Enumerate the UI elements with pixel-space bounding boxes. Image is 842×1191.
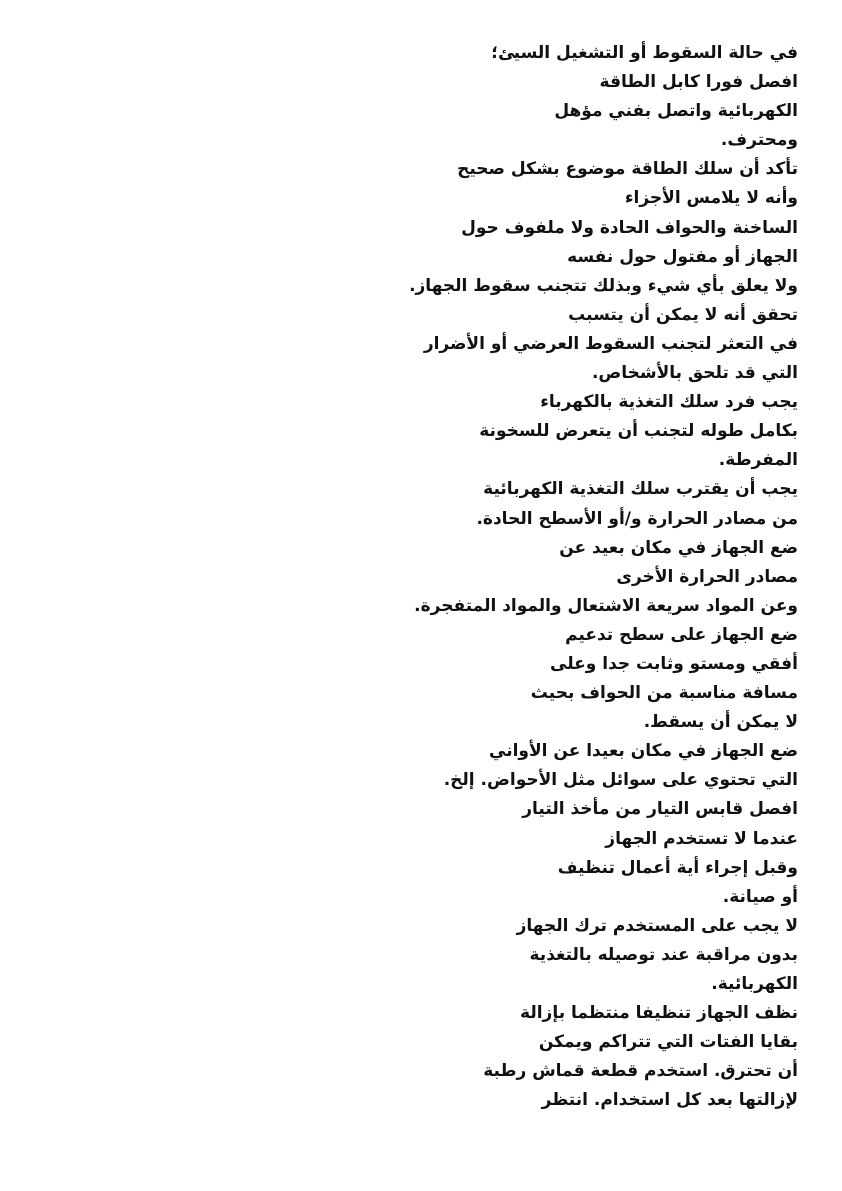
text-line-14: بكامل طوله لتجنب أن يتعرض للسخونة [479, 421, 798, 442]
text-line-29: وقبل إجراء أية أعمال تنظيف [557, 857, 798, 878]
text-line-10: تحقق أنه لا يمكن أن يتسبب [568, 304, 798, 325]
text-line-31: لا يجب على المستخدم ترك الجهاز [516, 915, 798, 936]
text-line-8: الجهاز أو مفتول حول نفسه [567, 246, 798, 267]
text-line-35: بقايا الفتات التي تتراكم ويمكن [538, 1032, 798, 1053]
text-line-30: أو صيانة. [722, 886, 798, 907]
text-line-3: الكهربائية واتصل بفني مؤهل [554, 101, 798, 122]
text-line-20: وعن المواد سريعة الاشتعال والمواد المتفجرة. [414, 595, 798, 616]
text-line-11: في التعثر لتجنب السقوط العرضي أو الأضرار [423, 333, 798, 354]
text-line-2: افصل فورا كابل الطاقة [599, 72, 798, 93]
text-line-6: وأنه لا يلامس الأجزاء [624, 188, 798, 209]
text-line-33: الكهربائية. [711, 974, 798, 994]
text-line-36: أن تحترق. استخدم قطعة قماش رطبة [483, 1061, 798, 1082]
text-line-13: يجب فرد سلك التغذية بالكهرباء [540, 392, 798, 413]
text-line-17: من مصادر الحرارة و/أو الأسطح الحادة. [476, 508, 798, 529]
text-line-5: تأكد أن سلك الطاقة موضوع بشكل صحيح [457, 159, 798, 180]
text-line-28: عندما لا تستخدم الجهاز [605, 828, 798, 849]
text-line-7: الساخنة والحواف الحادة ولا ملفوف حول [461, 217, 798, 238]
text-line-24: لا يمكن أن يسقط. [643, 712, 798, 733]
text-line-19: مصادر الحرارة الأخرى [616, 566, 798, 587]
text-line-4: ومحترف. [720, 130, 798, 151]
text-line-37: لإزالتها بعد كل استخدام. انتظر [541, 1090, 798, 1111]
text-line-18: ضع الجهاز في مكان بعيد عن [559, 537, 798, 558]
text-line-16: يجب أن يقترب سلك التغذية الكهربائية [483, 479, 798, 500]
text-line-23: مسافة مناسبة من الحواف بحيث [530, 683, 798, 704]
text-line-26: التي تحتوي على سوائل مثل الأحواض. إلخ. [443, 770, 798, 791]
text-line-25: ضع الجهاز في مكان بعيدا عن الأواني [489, 741, 798, 762]
instruction-text-block [278, 39, 798, 1115]
text-line-27: افصل قابس التيار من مأخذ التيار [522, 799, 798, 820]
text-line-34: نظف الجهاز تنظيفا منتظما بإزالة [520, 1003, 798, 1024]
text-line-15: المفرطة. [718, 450, 798, 471]
text-line-1: في حالة السقوط أو التشغيل السيئ؛ [491, 43, 798, 63]
text-line-12: التي قد تلحق بالأشخاص. [591, 363, 798, 384]
text-line-9: ولا يعلق بأي شيء وبذلك تتجنب سقوط الجهاز. [409, 275, 798, 296]
text-line-32: بدون مراقبة عند توصيله بالتغذية [529, 944, 798, 965]
text-line-21: ضع الجهاز على سطح تدعيم [565, 624, 798, 645]
text-line-22: أفقي ومستو وثابت جدا وعلى [550, 653, 798, 674]
